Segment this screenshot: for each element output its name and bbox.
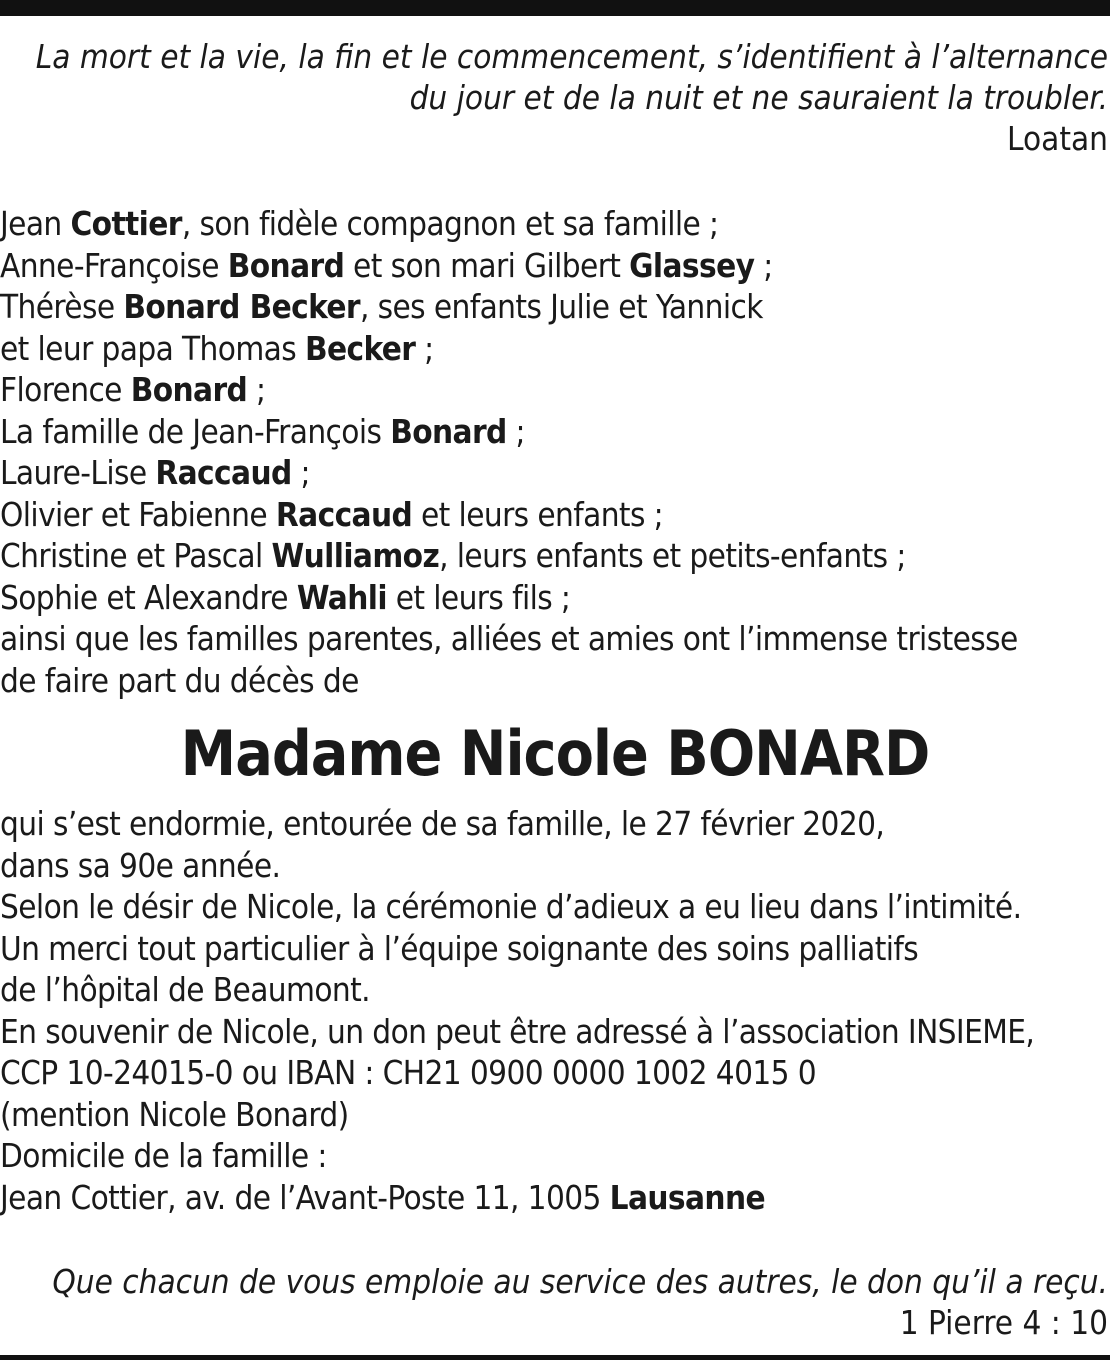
family-line (0, 494, 1018, 536)
quote-author: 1 Pierre 4 : 10 (899, 1303, 1108, 1342)
family-line (0, 286, 1018, 328)
family-line (0, 411, 1018, 453)
text: Jean (0, 204, 71, 243)
text: Florence (0, 370, 131, 409)
city: Lausanne (609, 1177, 766, 1217)
text: et son mari Gilbert (344, 245, 630, 285)
text: ; (247, 370, 266, 409)
text: La famille de Jean-François (0, 411, 391, 451)
body-line: Selon le désir de Nicole, la cérémonie d’adieux a eu lieu dans l’intimité. (0, 887, 1022, 926)
surname: Raccaud (275, 494, 413, 534)
surname: Becker (304, 328, 416, 368)
text: Christine et Pascal (0, 536, 272, 575)
surname: Wulliamoz (271, 536, 440, 575)
text: Laure-Lise (0, 453, 156, 492)
bottom-rule (0, 1355, 1110, 1360)
text: et leurs fils ; (386, 577, 571, 617)
text: Sophie et Alexandre (0, 577, 297, 617)
body-line: En souvenir de Nicole, un don peut être adressé à l’association INSIEME, (0, 1011, 1035, 1051)
family-line (0, 369, 1018, 411)
family-line (0, 535, 1018, 577)
address-line (0, 1177, 1034, 1219)
text: ; (415, 328, 434, 368)
body-line: Domicile de la famille : (0, 1136, 327, 1175)
deceased-name: Madame Nicole BONARD (180, 717, 930, 790)
quote-line: Que chacun de vous emploie au service des autres, le don qu’il a reçu. (52, 1262, 1108, 1301)
text: , leurs enfants et petits-enfants ; (439, 536, 906, 575)
top-rule (0, 0, 1110, 16)
text: Olivier et Fabienne (0, 494, 276, 534)
family-line (0, 328, 1018, 370)
body-line: dans sa 90e année. (0, 845, 281, 885)
body-line: de l’hôpital de Beaumont. (0, 970, 370, 1009)
surname: Raccaud (155, 453, 292, 492)
text: , son fidèle compagnon et sa famille ; (181, 204, 719, 243)
surname: Bonard (227, 245, 345, 285)
text: ; (291, 453, 310, 492)
body-line: qui s’est endormie, entourée de sa famille, le 27 février 2020, (0, 804, 885, 843)
surname: Bonard Becker (123, 287, 360, 326)
announcement-line: ainsi que les familles parentes, alliées et amies ont l’immense tristesse (0, 619, 1018, 658)
family-line (0, 452, 1018, 494)
notice-body (0, 803, 1034, 1218)
body-line: (mention Nicole Bonard) (0, 1094, 349, 1134)
quote-line: du jour et de la nuit et ne sauraient la troubler. (409, 78, 1108, 117)
text: ; (506, 411, 525, 451)
quote-author: Loatan (1007, 119, 1108, 158)
text: et leurs enfants ; (412, 494, 664, 534)
surname: Bonard (130, 370, 248, 409)
text: , ses enfants Julie et Yannick (359, 287, 763, 326)
surname: Bonard (390, 411, 507, 451)
body-line: CCP 10-24015-0 ou IBAN : CH21 0900 0000 1002 4015 0 (0, 1053, 817, 1092)
surname: Cottier (70, 204, 182, 243)
family-line (0, 577, 1018, 619)
text: et leur papa Thomas (0, 328, 305, 368)
announcement-line: de faire part du décès de (0, 660, 359, 700)
text: ; (754, 245, 773, 285)
family-line (0, 245, 1018, 287)
surname: Glassey (629, 245, 755, 285)
text: Anne-Françoise (0, 245, 228, 285)
opening-quote (36, 36, 1108, 159)
surname: Wahli (296, 577, 387, 617)
quote-line: La mort et la vie, la fin et le commencement, s’identifient à l’alternance (35, 37, 1108, 76)
text: Thérèse (0, 287, 124, 326)
closing-quote (52, 1261, 1108, 1343)
body-line: Un merci tout particulier à l’équipe soignante des soins palliatifs (0, 928, 919, 968)
family-line (0, 203, 1018, 245)
text: Jean Cottier, av. de l’Avant-Poste 11, 1005 (0, 1177, 610, 1217)
family-list (0, 203, 1018, 701)
